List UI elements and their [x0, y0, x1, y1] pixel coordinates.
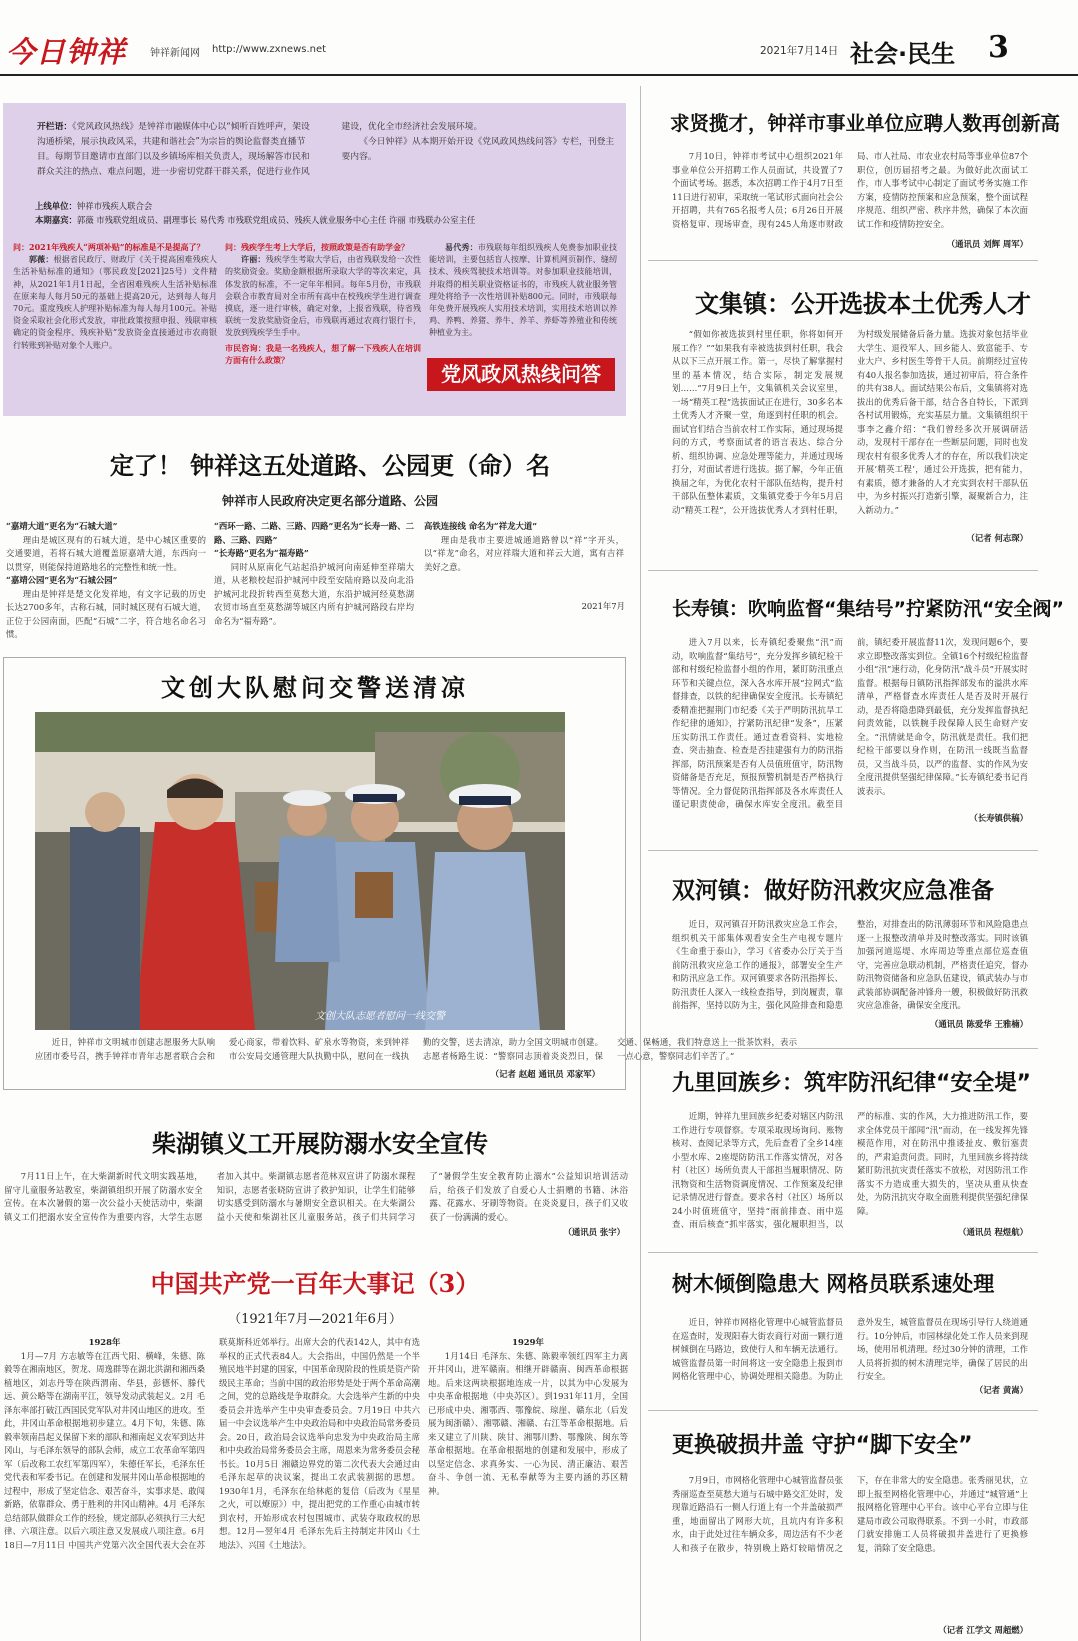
roads-subtitle: 钟祥市人民政府决定更名部分道路、公园	[221, 494, 438, 508]
divider	[648, 1048, 1038, 1049]
hotline-box	[3, 103, 626, 416]
r2-body: “假如你被选拔到村里任职，你将如何开展工作？”“如果我有幸被选拔到村任职，我会从以下三点开展工作。第一，尽快了解掌握村里的基本情况，结合实际，制定发展规划……”7月9日上午，文集镇机关会议室里，一场“精英工程”选拔面试正在进行，30多名本土优秀人才齐聚一堂，角逐到村任职的机会。面试官们结合当前农村工作实际，通过现场提问的方式，考察面试者的语言表达、综合分析、组织协调、应急处理等能力，并通过现场打分，对面试者进行选拔。据了解，今年正值换届之年，为优化农村干部队伍结构，提升村干部队伍整体素质，文集镇党委于今年5月启动“精英工程”，公开选拔优秀人才到村任职，为村级发展储备后备力量。选拔对象包括毕业大学生、退役军人、回乡能人、致富能手、专业大户、乡村医生等骨干人员。前期经过宣传有40人报名参加选拔，通过初审后，符合条件的共有38人。面试结果公布后，文集镇将对选拔出的优秀后备干部，结合各自特长，下派到各村试用锻炼，充实基层力量。文集镇组织干事李之鑫介绍：“我们曾经多次开展调研活动，发现村干部存在一些断层问题，同时也发现农村有很多优秀人才的存在，所以我们决定开展‘精英工程’，通过公开选拔，把有能力，有素质，德才兼备的人才充实到农村干部队伍中，为乡村振兴打造新引擎，凝聚新合力，注入新动力。”	[672, 329, 1028, 515]
question-3: 市民咨询：我是一名残疾人，想了解一下残疾人在培训方面有什么政策？	[225, 342, 421, 365]
r5-headline: 九里回族乡：筑牢防汛纪律“安全堤”	[672, 1071, 1031, 1096]
rename-4: “长寿路”更名为“福寿路”	[214, 548, 309, 558]
unit-label: 上线单位：	[35, 201, 77, 211]
r7-headline: 更换破损井盖 守护“脚下安全”	[672, 1433, 973, 1458]
r7-body: 7月9日，市网格化管理中心城管监督员张秀丽巡查至莫愁大道与石城中路交汇处时，发现靠近路沿石一侧人行道上有一个井盖破损严重，地面留出了网形大坑，且坑内有许多积水，由于此处过往车辆众多，周边活有不少老人和孩子在散步，特别晚上路灯较暗情况之下，存在非常大的安全隐患。张秀丽见状，立即上报至网格化管理中心，并通过“城管通”上报网格化管理中心平台。该中心平台立即与住建局市政公司取得联系。不到一小时，市政部门就安排施工人员将破损井盖进行了更换修复，消除了安全隐患。	[672, 1475, 1028, 1553]
history-body-1928: 1月—7月 方志敏等在江西弋阳、横峰，朱德、陈毅等在湘南地区，贺龙、周逸群等在湖北洪湖和湘西桑植地区，刘志丹等在陕西渭南、华县，彭德怀、滕代远、黄公略等在湖南平江，领导发动武装起义。2月 毛泽东率部打破江西国民党军队对井冈山地区的进攻。至此，井冈山革命根据地初步建立。4月下旬，朱德、陈毅率领南昌起义保留下来的部队和湘南起义农军到达井冈山，与毛泽东领导的部队会师，成立工农革命军第四军（后改称工农红军第四军），朱德任军长，毛泽东任党代表和军委书记。在创建和发展井冈山革命根据地的过程中，形成了坚定信念、艰苦奋斗，实事求是、敢闯新路，依靠群众、勇于胜利的井冈山精神。4月 毛泽东总结部队做群众工作的经验，规定部队必须执行三大纪律、六项注意。以后六项注意又发展成八项注意。6月18日—7月11日 中国共产党第六次全国代表大会在苏联莫斯科近郊举行。出席大会的代表142人，其中有选举权的正式代表84人。大会指出，中国仍然是一个半殖民地半封建的国家，中国革命现阶段的性质是资产阶级民主革命；当前中国的政治形势是处于两个革命高潮之间，党的总路线是争取群众。大会选举产生新的中央委员会并选举产生中央审查委员会。7月19日 中共六届一中会议选举产生中央政治局和中央政治局常务委员会。20日，政治局会议选举向忠发为中央政治局主席和中央政治局常务委员会主席，周恩来为常务委员会秘书长。10月5日 湘赣边界党的第二次代表大会通过由毛泽东起草的决议案，提出工农武装割据的思想。1930年1月，毛泽东在给林彪的复信（后改为《星星之火，可以燎原》）中，提出把党的工作重心由城市转到农村，开始形成农村包围城市、武装夺取政权的思想。12月—翌年4月 毛泽东先后主持制定井冈山《土地法》、兴国《土地法》。	[4, 1337, 420, 1550]
r3-headline: 长寿镇：吹响监督“集结号”拧紧防汛“安全阀”	[672, 598, 1064, 620]
roads-col-1	[6, 520, 206, 639]
r4-body: 近日，双河镇召开防汛救灾应急工作会，组织机关干部集体观看安全生产电视专题片《生命重于泰山》，学习《省委办公厅关于当前防汛救灾应急工作的通报》，部署安全生产和防汛应急工作。双河镇要求各防汛指挥长、防汛责任人深入一线检查指导，到岗履责，靠前指挥，坚持以防为主，强化风险排查和隐患整治，对排查出的防汛薄弱环节和风险隐患点逐一上报整改清单并及时整改落实。同时该镇加强河道巡堤、水库周边等重点部位巡查值守，完善应急联动机制，严格责任追究，督办防汛物资储备和应急队伍建设，镇武装办与市武装部协调配备冲锋舟一艘，积极做好防汛救灾应急准备，确保安全度汛。	[672, 919, 1028, 1010]
answer-2-name: 许丽：	[241, 254, 266, 265]
year-1928: 1928年	[88, 1337, 121, 1347]
r3-body: 进入7月以来，长寿镇纪委聚焦“汛”而动，吹响监督“集结号”，充分发挥乡镇纪检干部和村级纪检监督小组的作用，紧盯防汛重点环节和关键点位，深入各水库开展“拉网式”监督排查，以铁的纪律确保安全度汛。长寿镇纪委精准把握荆门市纪委《关于严明防汛抗旱工作纪律的通知》，拧紧防汛纪律“发条”，压紧压实防汛工作责任。通过查看资料、实地检查、突击抽查、检查是否挂建强有力的防汛指挥部，防汛预案是否有人员值班值守，防汛物资储备是否充足，预报预警机制是否严格执行等情况。全力督促防汛指挥部及各水库责任人谨记职责使命，确保水库安全度汛。截至目前，镇纪委开展监督11次，发现问题6个，要求立即整改落实到位。全镇16个村级纪检监督小组“汛”速行动，化身防汛“战斗员”开展实时监督。根据每日镇防汛指挥部发布的溢洪水库清单，严格督查水库责任人是否及时开展行动，是否将隐患降到最低，充分发挥监督执纪问责效能，以铁腕手段保障人民生命财产安全。“汛情就是命令，防汛就是责任。我们把纪检干部要以身作则，在防汛一线既当监督员，又当战斗员，以严的监督、实的作风为安全度汛提供坚强纪律保障。”长寿镇纪委书记肖波表示。	[672, 637, 1028, 809]
rename-5: 高铁连接线 命名为“祥龙大道”	[424, 521, 538, 531]
divider	[648, 850, 1038, 851]
divider	[648, 570, 1038, 571]
rename-2: “嘉靖公园”更名为“石城公园”	[6, 575, 118, 585]
r3-byline: （长寿镇供稿）	[969, 813, 1028, 823]
history-text	[4, 1336, 420, 1636]
year-1929: 1929年	[512, 1337, 544, 1347]
r4-headline: 双河镇：做好防汛救灾应急准备	[672, 878, 994, 904]
answer-1: 根据省民政厅、财政厅《关于提高困难残疾人生活补贴标准的通知》（鄂民政发[2021]25号）文件精神，从2021年1月1日起，全省困难残疾人生活补贴标准在原来每人每月50元的基础上提高20元，达到每人每月70元。重度残疾人护理补贴标准为每人每月100元。补贴资金采取社会化形式发放，审批政策按照申报、残联审核确定的资金程序、残疾补贴”发放资金直接通过市农商银行转账到补贴对象个人账户。	[13, 255, 217, 350]
masthead-rule	[0, 74, 1078, 76]
newspaper-logo: 今日钟祥	[6, 35, 127, 69]
photo-story-title: 文创大队慰问交警送清凉	[161, 673, 469, 702]
chaihu-body: 7月11日上午，在大柴湖新时代文明实践基地，留守儿童服务站教室，柴湖镇组织开展了防溺水安全宣传。在本次暑假的第一次公益小天使活动中，柴湖镇义工们把溺水安全宣传作为重要内容，大学生志愿者加入其中。柴湖镇志愿者范林双宣讲了防溺水课程知识，志愿者张晓防宣讲了救护知识，让学生们能够切实感受到防溺水与暑期安全意识相关。在大柴湖公益小天使和柴湖社区儿童服务站，孩子们共同学习了“暑假学生安全教育防止溺水”公益知识培训活动后，给孩子们发放了自爱心人士捐赠的书籍、沐浴露、花露水、牙刷等物资。在炎炎夏日，孩子们又收获了一份满满的爱心。	[4, 1171, 628, 1222]
qa-1	[13, 241, 217, 409]
guests-value: 郭薇 市残联党组成员、副理事长 易代秀 市残联党组成员、残疾人就业服务中心主任 许丽 市残联办公室主任	[76, 215, 476, 225]
r2-byline: （记者 何志琛）	[966, 533, 1028, 543]
r2-headline: 文集镇：公开选拔本土优秀人才	[695, 290, 1031, 318]
unit-value: 钟祥市残疾人联合会	[76, 201, 153, 211]
r4-byline: （通讯员 陈爱华 王雅楠）	[930, 1019, 1028, 1029]
chaihu-headline: 柴湖镇义工开展防溺水安全宣传	[152, 1130, 488, 1158]
roads-col-3	[424, 520, 624, 600]
chaihu-byline: （通讯员 张宇）	[563, 1227, 625, 1237]
photo-illustration	[35, 712, 565, 1030]
rename-3: “西环一路、二路、三路、四路”更名为“长寿一路、二路、三路、四路”	[214, 521, 414, 545]
section-name: 社会·民生	[850, 40, 956, 68]
r7-text	[672, 1474, 1028, 1624]
history-headline: 中国共产党一百年大事记（3）	[150, 1269, 480, 1298]
rename-2-reason: 理由是钟祥是楚文化发祥地，有文字记载的历史长达2700多年，古称石城，同时城区现有石城大道，正位于公园南面，匹配“石城”二字，符合地名命名习惯。	[6, 588, 206, 639]
r3-text	[672, 636, 1028, 818]
answer-3: 市残联每年组织残疾人免费参加职业技能培训，主要包括盲人按摩、计算机网页制作、缝纫技术、残疾驾驶技术培训等。对参加职业技能培训，并取得的相关职业资格证书的，市残疾人就业服务管理处将给予一次性培训补贴800元。同时，市残联每年免费开展残疾人实用技术培训，实用技术培训以养鸡、养鸭、养猪、养牛、养羊、养虾等养殖业和传统种植业为主。	[429, 243, 618, 338]
intro-text-2: 《今日钟祥》从本期开始开设《党风政风热线问答》专栏，刊登主要内容。	[341, 137, 615, 162]
roads-headline: 定了！ 钟祥这五处道路、公园更（命）名	[109, 452, 551, 480]
answer-1-name: 郭薇：	[29, 254, 54, 265]
r1-headline: 求贤揽才，钟祥市事业单位应聘人数再创新高	[670, 112, 1061, 135]
photo-story-body: 近日，钟祥市文明城市创建志愿服务大队响应团市委号召，携手钟祥市青年志愿者联合会和爱心商家，带着饮料、矿泉水等物资，来到钟祥市公安局交通管理大队执勤中队，慰问在一线执勤的交警，送去清凉，助力全国文明城市创建。志愿者杨路生说：“警察同志顶着炎炎烈日，保交通、保畅通，我们特意送上一批茶饮料，表示一点心意，警察同志们辛苦了。”	[35, 1037, 797, 1061]
answer-2: 残疾学生考取大学后，由省残联发给一次性的奖励资金。奖励金额根据所录取大学的等次来定，具体发放的标准，不一定年年相同。每年5月份，市残联会联合市教育局对全市所有高中在校残疾学生进行调查摸底，逐一进行审核，确定对象，上报省残联，待省残联统一发放奖励资金后，市残联再通过农商行银行卡，发放到残疾学生手中。	[225, 255, 422, 338]
hotline-meta	[35, 199, 620, 227]
photo-volunteers-traffic-police	[35, 712, 565, 1030]
issue-date: 2021年7月14日	[760, 45, 839, 57]
r7-byline: （记者 江学文 周超燃）	[938, 1625, 1028, 1635]
hotline-banner: 党风政风热线问答	[427, 358, 615, 391]
history-body-1929: 1月14日 毛泽东、朱德、陈毅率领红四军主力离开井冈山，进军赣南。相继开辟赣南、闽西革命根据地。后来这两块根据地连成一片，以其为中心发展为中央革命根据地（中央苏区）。到1931年11月，全国已形成中央、湘鄂西、鄂豫皖、琼崖、赣东北（后发展为闽浙赣）、湘鄂赣、湘赣、右江等革命根据地。后来又建立了川陕、陕甘、湘鄂川黔、鄂豫陕、闽东等革命根据地。在革命根据地的创建和发展中，形成了以坚定信念、求真务实、一心为民、清正廉洁、艰苦奋斗、争创一流、无私奉献等为主要内涵的苏区精神。	[428, 1350, 628, 1496]
rename-1: “嘉靖大道”更名为“石城大道”	[6, 521, 118, 531]
qa-2	[225, 241, 421, 409]
r6-byline: （记者 黄嵩）	[974, 1385, 1028, 1395]
r5-text	[672, 1110, 1028, 1232]
r2-text	[672, 328, 1028, 550]
r4-text	[672, 918, 1028, 1022]
divider	[648, 1252, 1038, 1253]
roads-col-2	[214, 520, 414, 626]
r6-headline: 树木倾倒隐患大 网格员联系速处理	[672, 1272, 995, 1296]
hotline-intro	[37, 120, 622, 180]
r5-byline: （通讯员 程煜航）	[958, 1227, 1028, 1237]
page-number: 3	[988, 30, 1009, 65]
masthead	[0, 26, 1078, 74]
question-2: 问：残疾学生考上大学后，按照政策是否有助学金？	[225, 242, 409, 252]
divider	[648, 1410, 1038, 1411]
roads-date: 2021年7月	[581, 601, 625, 611]
rename-5-reason: 理由是我市主要进城通道路曾以“祥”字开头，以“祥龙”命名，对应祥瑞大道和祥云大道，寓有吉祥美好之意。	[424, 534, 624, 572]
photo-caption: 文创大队志愿者慰问一线交警	[315, 1011, 445, 1022]
r1-byline: （通讯员 刘辉 周军）	[946, 239, 1028, 249]
question-1: 问：2021年残疾人“两项补贴”的标准是不是提高了？	[13, 242, 205, 252]
r5-body: 近期，钟祥九里回族乡纪委对辖区内防汛工作进行专项督察。专项采取现场询问、账物核对、查阅记录等方式，先后查看了全乡14座小型水库、2座堤防防汛工作落实情况，对各村（社区）场所负责人干部担当履职情况、防汛物资和生活物资调度情况、工作预案及纪律记录情况进行督查。要求各村（社区）场所以24小时值班值守，坚持“雨前排查、雨中巡查、雨后核查”抓牢落实，强化履职担当，以严的标准、实的作风，大力推进防汛工作，要求全体党员干部闻“汛”而动，在一线发挥先锋模范作用，对在防汛中推诿扯皮、敷衍塞责的，严肃追责问责。同时，九里回族乡将持续紧盯防汛抗灾责任落实不放松，对因防汛工作落实不力造成重大损失的，坚决从重从快查处，为防汛抗灾夺取全面胜利提供坚强纪律保障。	[672, 1111, 1028, 1229]
history-text-2	[428, 1336, 628, 1636]
column-divider	[640, 86, 641, 1641]
rename-4-reason: 同时从原南化气站起沿护城河向南延伸至祥瑞大道，从老粮校起沿护城河中段至安陆府路以及向北沿护城河北段折转西至莫愁大道，东沿护城河经莫愁湖农贸市场直至莫愁湖等城区内所有护城河路段右岸均命名为“福寿路”。	[214, 561, 414, 626]
intro-text: 《党风政风热线》是钟祥市融媒体中心以“倾听百姓呼声，架设沟通桥梁，展示执政风采，共建和谐社会”为宗旨的舆论监督类直播节目。每期节目邀请市直部门以及乡镇场库相关负责人，现场解答市民和群众关注的热点、难点问题，进一步密切党群干群关系，促进行业作风建设，优化全市经济社会发展环境。	[37, 122, 483, 177]
photo-story-byline: （记者 赵超 通讯员 邓家军）	[490, 1069, 600, 1079]
guests-label: 本期嘉宾：	[35, 215, 77, 225]
r6-body: 近日，钟祥市网格化管理中心城管监督员在巡查时，发现阳春大街农商行对面一颗行道树倾倒在马路边，致使行人和车辆无法通行。城管监督员第一时间将这一安全隐患上报到市网格化管理中心，协调处理相关隐患。为防止意外发生，城管监督员在现场引导行人绕道通行。10分钟后，市园林绿化处工作人员来到现场，使用吊机清理。经过30分钟的清理，工作人员将折损的树木清理完毕，确保了居民的出行安全。	[672, 1317, 1028, 1381]
site-url[interactable]: http://www.zxnews.net	[212, 44, 327, 55]
r1-text	[672, 150, 1028, 250]
history-subtitle: （1921年7月—2021年6月）	[228, 1312, 402, 1327]
site-name: 钟祥新闻网	[150, 48, 200, 59]
intro-label: 开栏语：	[37, 122, 73, 132]
qa-3	[429, 241, 617, 355]
rename-1-reason: 理由是城区现有的石城大道，是中心城区重要的交通要道，若将石城大道覆盖原嘉靖大道，东西向一以贯穿，则能保持道路地名的完整性和统一性。	[6, 534, 206, 572]
r1-body: 7月10日，钟祥市考试中心组织2021年事业单位公开招聘工作人员面试，共设置了7个面试考场。据悉，本次招聘工作于4月7日至11日进行初审，采取统一笔试形式面向社会公开招聘，共有765名报考人员；6月26日开展资格复审、现场审查，现有245人角逐市财政局、市人社局、市农业农村局等事业单位87个职位，创历届招考之最。为做好此次面试工作，市人事考试中心制定了面试考务实施工作方案，疫情防控预案和应急预案，整个面试程序规范、组织严密、秩序井然，确保了本次面试工作和疫情防控安全。	[672, 151, 1028, 229]
answer-3-name: 易代秀：	[445, 242, 478, 252]
divider	[648, 260, 1038, 261]
